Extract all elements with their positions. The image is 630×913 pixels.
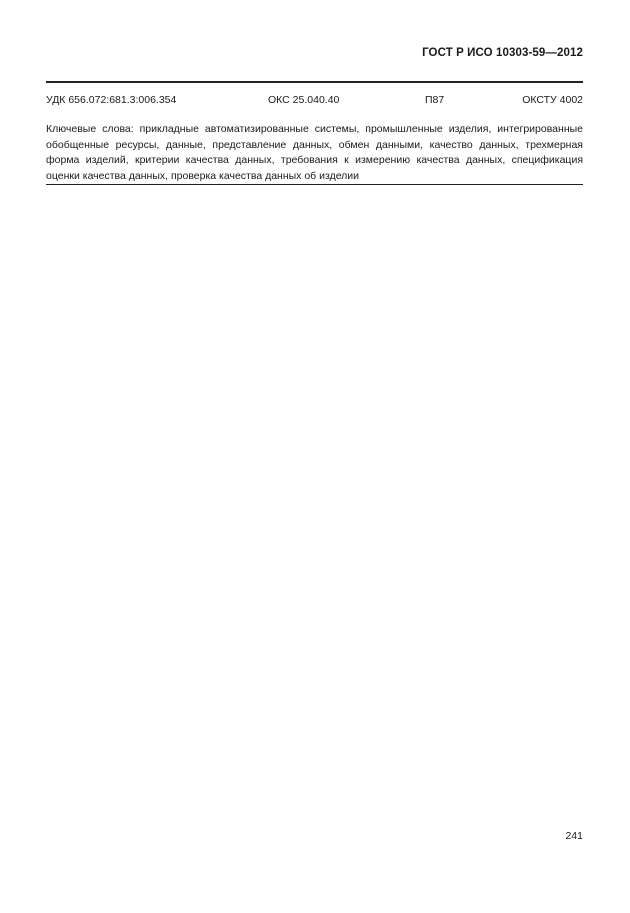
top-divider bbox=[46, 81, 583, 83]
group-code: П87 bbox=[425, 94, 445, 106]
page-number: 241 bbox=[565, 830, 583, 842]
okstu-code: ОКСТУ 4002 bbox=[522, 94, 583, 106]
keywords-paragraph: Ключевые слова: прикладные автоматизированные системы, промышленные изделия, интегрированные обобщенные ресурсы, данные, представление данных, обмен данными, качество данных, трехмерная форма изделий, критерии качества данных, требования к измерению качества данных, спецификация оценки качества данных, проверка качества данных об изделии bbox=[46, 123, 583, 182]
oks-code: ОКС 25.040.40 bbox=[268, 94, 340, 106]
udk-code: УДК 656.072:681.3:006.354 bbox=[46, 94, 177, 106]
standard-designation: ГОСТ Р ИСО 10303-59—2012 bbox=[422, 47, 583, 59]
classification-row bbox=[46, 94, 583, 108]
bottom-divider bbox=[46, 184, 583, 185]
